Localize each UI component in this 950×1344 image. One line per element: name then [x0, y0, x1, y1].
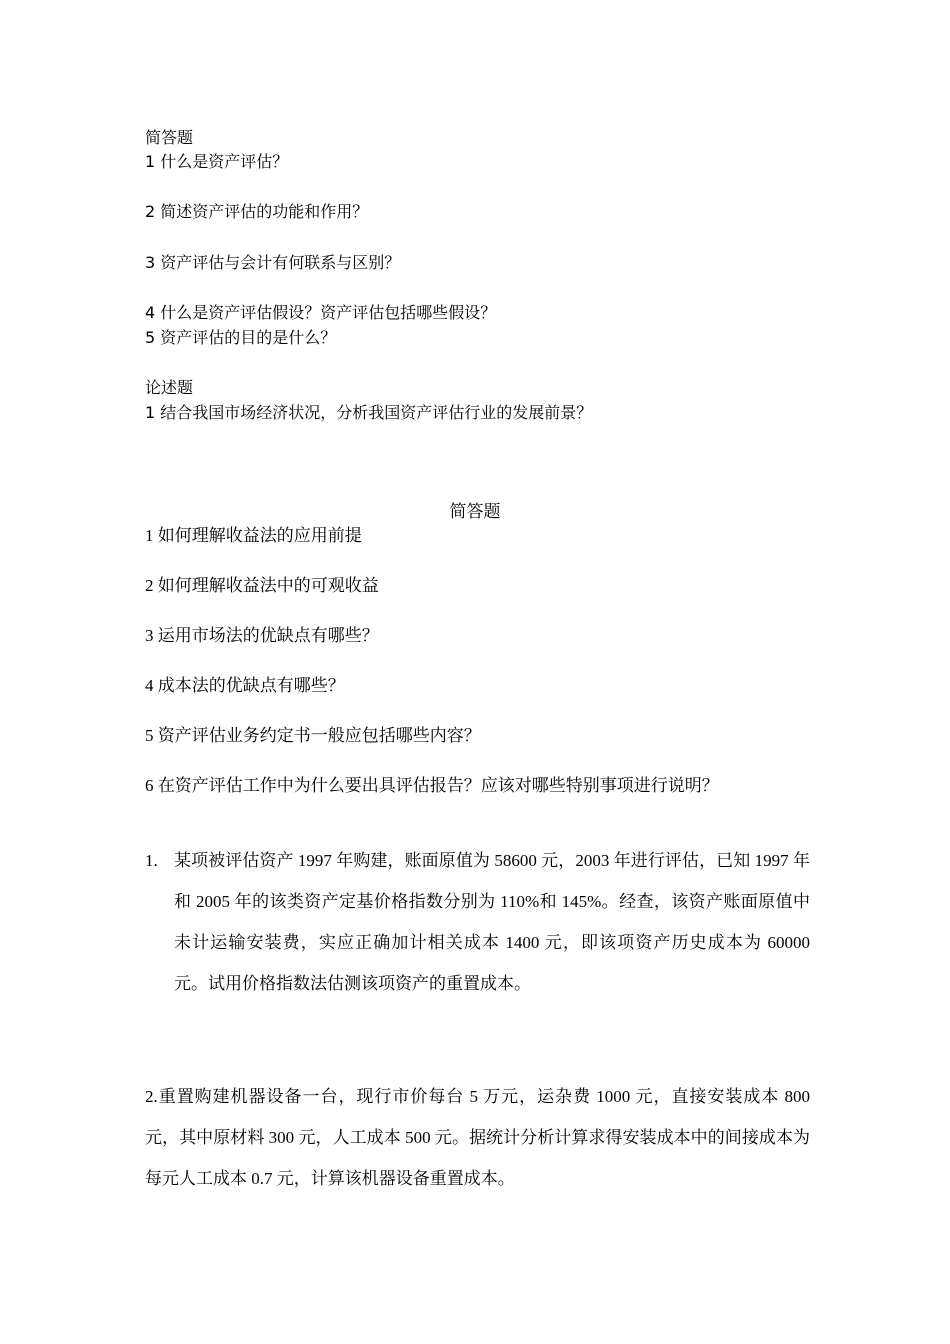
- question-3: 3 运用市场法的优缺点有哪些？: [145, 626, 379, 645]
- problem-1-text: 某项被评估资产 1997 年购建，账面原值为 58600 元，2003 年进行评估，已知 1997 年和 2005 年的该类资产定基价格指数分别为 110%和 145%。经查，该资产账面原值中未计运输安装费，实应正确加计相关成本 1400 元，即该项资产历史成本为 60000 元。试用价格指数法估测该项资产的重置成本。: [174, 851, 810, 993]
- short-question-2: 2 简述资产评估的功能和作用？: [145, 202, 369, 221]
- short-question-5: 5 资产评估的目的是什么？: [145, 328, 337, 347]
- short-question-3: 3 资产评估与会计有何联系与区别？: [145, 253, 401, 272]
- short-question-1: 1 什么是资产评估？: [145, 152, 289, 171]
- essay-heading: 论述题: [145, 378, 194, 397]
- problem-2-text: 2.重置购建机器设备一台，现行市价每台 5 万元，运杂费 1000 元，直接安装成本 800 元，其中原材料 300 元，人工成本 500 元。据统计分析计算求得安装成本中的间接成本为每元人工成本 0.7 元，计算该机器设备重置成本。: [145, 1087, 810, 1188]
- question-5: 5 资产评估业务约定书一般应包括哪些内容？: [145, 726, 481, 745]
- short-answer-heading-2: 简答题: [449, 502, 501, 521]
- question-6: 6 在资产评估工作中为什么要出具评估报告？应该对哪些特别事项进行说明？: [145, 776, 719, 795]
- question-2: 2 如何理解收益法中的可观收益: [145, 576, 379, 595]
- short-question-4: 4 什么是资产评估假设？资产评估包括哪些假设？: [145, 303, 497, 322]
- question-4: 4 成本法的优缺点有哪些？: [145, 676, 345, 695]
- problem-1-number: 1.: [145, 851, 158, 870]
- essay-question-1: 1 结合我国市场经济状况，分析我国资产评估行业的发展前景？: [145, 403, 593, 422]
- short-answer-heading: 简答题: [145, 128, 194, 147]
- question-1: 1 如何理解收益法的应用前提: [145, 526, 362, 545]
